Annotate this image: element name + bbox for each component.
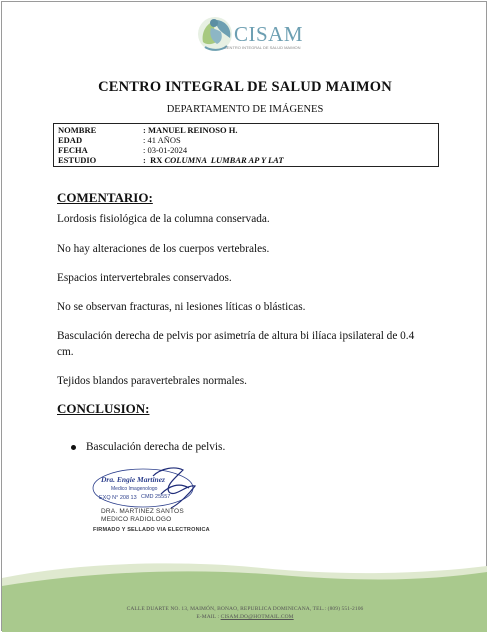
info-row-name	[58, 125, 434, 135]
stamp-role: Medico Imagenologo	[111, 486, 158, 492]
info-row-date	[58, 145, 434, 155]
signature-scribble	[153, 468, 195, 508]
info-row-age	[58, 135, 434, 145]
info-value: : 03-01-2024	[143, 145, 188, 155]
info-label: ESTUDIO	[58, 155, 97, 165]
comment-paragraph: No se observan fracturas, ni lesiones líticas o blásticas.	[57, 301, 306, 313]
comment-paragraph: Tejidos blandos paravertebrales normales.	[57, 375, 247, 387]
info-label: NOMBRE	[58, 125, 97, 135]
stamp-name: Dra. Engie Martinez	[101, 475, 165, 484]
footer-wave	[2, 560, 487, 632]
footer-email-link[interactable]: CISAM.DO@HOTMAIL.COM	[220, 614, 294, 620]
info-value: : MANUEL REINOSO H.	[143, 125, 238, 135]
study-name: COLUMNA LUMBAR AP Y LAT	[164, 155, 284, 165]
comment-paragraph: Espacios intervertebrales conservados.	[57, 272, 232, 284]
info-value	[143, 155, 284, 165]
logo-brand-text: CISAM	[234, 22, 304, 46]
patient-info-box	[53, 123, 439, 167]
conclusion-item	[71, 439, 225, 455]
info-row-study	[58, 155, 434, 165]
conclusion-item-text: Basculación derecha de pelvis.	[86, 441, 226, 453]
electronic-sign-note: FIRMADO Y SELLADO VIA ELECTRONICA	[93, 527, 210, 533]
info-label: EDAD	[58, 135, 83, 145]
stamp-exeq: EXQ N° 208 13	[99, 495, 137, 501]
department-subtitle: DEPARTAMENTO DE IMÁGENES	[166, 104, 324, 115]
stamp-cmd: CMD 25557	[141, 494, 171, 500]
cisam-logo	[193, 12, 305, 54]
study-prefix: : RX	[143, 155, 165, 165]
signature-stamp	[91, 464, 211, 512]
footer-email-label: E-MAIL :	[196, 614, 220, 620]
comment-paragraph: Basculación derecha de pelvis por asimetría de altura bi ilíaca ipsilateral de 0.4 cm.	[57, 330, 415, 358]
page-title: CENTRO INTEGRAL DE SALUD MAIMON	[98, 79, 392, 95]
bullet-icon	[71, 445, 76, 450]
info-value: : 41 AÑOS	[143, 135, 181, 145]
doctor-title: MEDICO RADIOLOGO	[101, 516, 172, 523]
comment-paragraph: Lordosis fisiológica de la columna conservada.	[57, 213, 270, 225]
footer-email-line	[0, 614, 490, 620]
conclusion-heading: CONCLUSION:	[57, 401, 150, 416]
comment-paragraph: No hay alteraciones de los cuerpos vertebrales.	[57, 243, 270, 255]
info-label: FECHA	[58, 145, 88, 155]
footer-address: CALLE DUARTE NO. 13, MAIMÓN, BONAO, REPUBLICA DOMINICANA, TEL.: (809) 551-2106	[126, 606, 364, 612]
logo-tagline: CENTRO INTEGRAL DE SALUD MAIMON	[224, 45, 301, 50]
doctor-name: DRA. MARTINEZ SANTOS	[101, 508, 184, 515]
comment-heading: COMENTARIO:	[57, 190, 153, 205]
